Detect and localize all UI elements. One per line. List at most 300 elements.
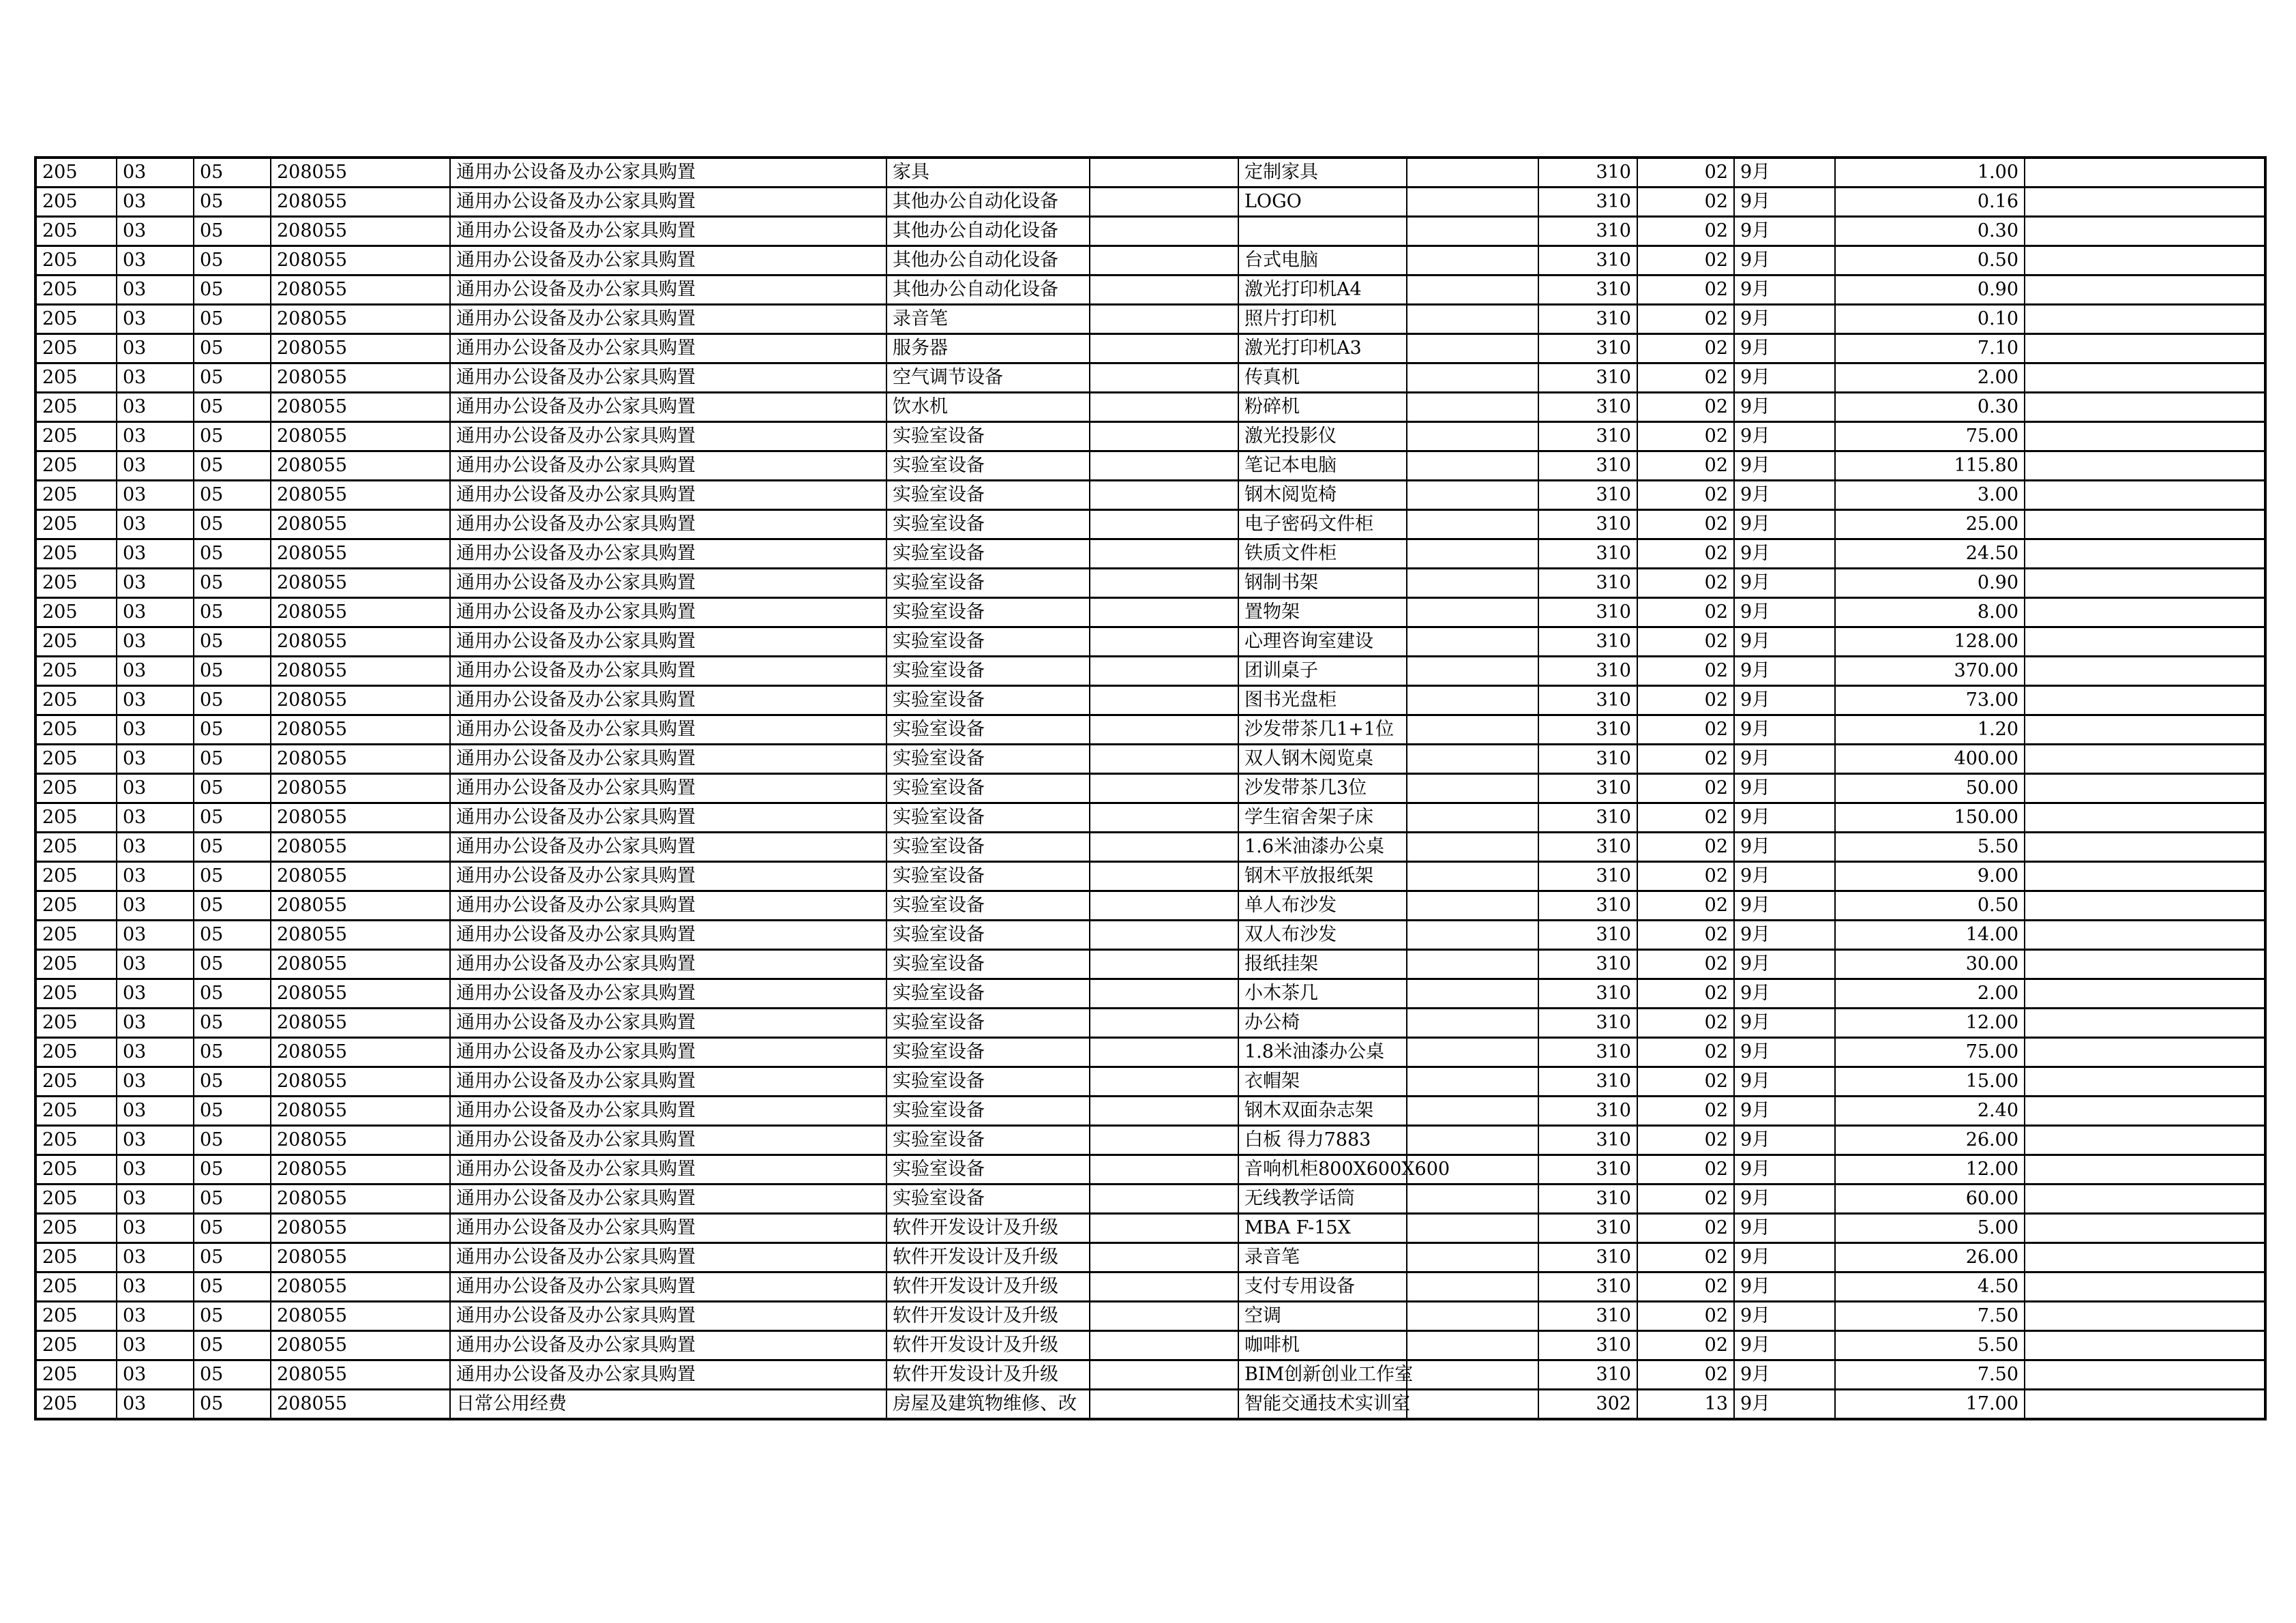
func-class-cell: 205 — [35, 862, 117, 891]
blank-cell — [1090, 217, 1238, 246]
project-name-cell: 通用办公设备及办公家具购置 — [450, 598, 886, 627]
func-section-cell: 03 — [117, 217, 194, 246]
blank-cell — [1407, 686, 1538, 715]
item-name-cell: 照片打印机 — [1238, 305, 1407, 334]
econ-class-cell: 310 — [1538, 305, 1637, 334]
item-name-cell: 音响机柜800X600X600 — [1238, 1155, 1407, 1185]
func-class-cell: 205 — [35, 334, 117, 363]
func-item-cell: 05 — [194, 1009, 271, 1038]
func-class-cell: 205 — [35, 833, 117, 862]
blank-cell — [1407, 950, 1538, 979]
econ-class-cell: 310 — [1538, 745, 1637, 774]
blank-cell — [2025, 334, 2265, 363]
blank-cell — [1407, 598, 1538, 627]
econ-item-cell: 02 — [1637, 217, 1734, 246]
table-row — [35, 1067, 2265, 1097]
econ-item-cell: 02 — [1637, 363, 1734, 393]
blank-cell — [1407, 363, 1538, 393]
func-item-cell: 05 — [194, 481, 271, 510]
unit-code-cell: 208055 — [271, 1390, 450, 1420]
econ-class-cell: 310 — [1538, 686, 1637, 715]
blank-cell — [1090, 715, 1238, 745]
func-item-cell: 05 — [194, 334, 271, 363]
blank-cell — [1090, 393, 1238, 422]
blank-cell — [1090, 1302, 1238, 1331]
category-cell: 软件开发设计及升级 — [886, 1214, 1090, 1243]
econ-item-cell: 02 — [1637, 1331, 1734, 1360]
func-section-cell: 03 — [117, 334, 194, 363]
amount-cell: 14.00 — [1835, 921, 2025, 950]
func-section-cell: 03 — [117, 188, 194, 217]
blank-cell — [1090, 1009, 1238, 1038]
item-name-cell: 衣帽架 — [1238, 1067, 1407, 1097]
econ-item-cell: 02 — [1637, 1155, 1734, 1185]
amount-cell: 9.00 — [1835, 862, 2025, 891]
amount-cell: 7.10 — [1835, 334, 2025, 363]
amount-cell: 60.00 — [1835, 1185, 2025, 1214]
blank-cell — [1407, 1097, 1538, 1126]
amount-cell: 2.00 — [1835, 979, 2025, 1009]
unit-code-cell: 208055 — [271, 422, 450, 451]
amount-cell: 0.10 — [1835, 305, 2025, 334]
month-cell: 9月 — [1734, 393, 1835, 422]
func-class-cell: 205 — [35, 803, 117, 833]
econ-class-cell: 310 — [1538, 363, 1637, 393]
month-cell: 9月 — [1734, 334, 1835, 363]
project-name-cell: 通用办公设备及办公家具购置 — [450, 1038, 886, 1067]
blank-cell — [2025, 979, 2265, 1009]
month-cell: 9月 — [1734, 158, 1835, 188]
func-item-cell: 05 — [194, 1038, 271, 1067]
blank-cell — [1090, 569, 1238, 598]
blank-cell — [1090, 188, 1238, 217]
project-name-cell: 日常公用经费 — [450, 1390, 886, 1420]
project-name-cell: 通用办公设备及办公家具购置 — [450, 950, 886, 979]
econ-item-cell: 02 — [1637, 1185, 1734, 1214]
blank-cell — [1090, 1331, 1238, 1360]
blank-cell — [1090, 1272, 1238, 1302]
econ-class-cell: 310 — [1538, 481, 1637, 510]
category-cell: 实验室设备 — [886, 686, 1090, 715]
func-section-cell: 03 — [117, 598, 194, 627]
item-name-cell: 钢木阅览椅 — [1238, 481, 1407, 510]
blank-cell — [2025, 715, 2265, 745]
table-row — [35, 158, 2265, 188]
blank-cell — [1407, 774, 1538, 803]
func-item-cell: 05 — [194, 1097, 271, 1126]
month-cell: 9月 — [1734, 745, 1835, 774]
func-section-cell: 03 — [117, 158, 194, 188]
unit-code-cell: 208055 — [271, 539, 450, 569]
econ-class-cell: 310 — [1538, 188, 1637, 217]
table-body — [35, 158, 2265, 1419]
unit-code-cell: 208055 — [271, 569, 450, 598]
item-name-cell: 粉碎机 — [1238, 393, 1407, 422]
category-cell: 实验室设备 — [886, 451, 1090, 481]
category-cell: 实验室设备 — [886, 1185, 1090, 1214]
blank-cell — [1090, 833, 1238, 862]
category-cell: 实验室设备 — [886, 481, 1090, 510]
func-item-cell: 05 — [194, 422, 271, 451]
table-row — [35, 686, 2265, 715]
blank-cell — [1090, 1390, 1238, 1420]
blank-cell — [1407, 158, 1538, 188]
unit-code-cell: 208055 — [271, 393, 450, 422]
blank-cell — [2025, 569, 2265, 598]
func-class-cell: 205 — [35, 745, 117, 774]
category-cell: 其他办公自动化设备 — [886, 246, 1090, 276]
func-section-cell: 03 — [117, 657, 194, 686]
unit-code-cell: 208055 — [271, 715, 450, 745]
amount-cell: 7.50 — [1835, 1302, 2025, 1331]
econ-item-cell: 02 — [1637, 891, 1734, 921]
econ-item-cell: 02 — [1637, 745, 1734, 774]
blank-cell — [1407, 1009, 1538, 1038]
blank-cell — [2025, 246, 2265, 276]
project-name-cell: 通用办公设备及办公家具购置 — [450, 1243, 886, 1272]
amount-cell: 5.00 — [1835, 1214, 2025, 1243]
func-class-cell: 205 — [35, 363, 117, 393]
month-cell: 9月 — [1734, 803, 1835, 833]
blank-cell — [2025, 921, 2265, 950]
item-name-cell: 沙发带茶几3位 — [1238, 774, 1407, 803]
category-cell: 实验室设备 — [886, 1126, 1090, 1155]
blank-cell — [1090, 686, 1238, 715]
blank-cell — [1407, 1067, 1538, 1097]
func-item-cell: 05 — [194, 158, 271, 188]
econ-class-cell: 310 — [1538, 451, 1637, 481]
func-item-cell: 05 — [194, 1214, 271, 1243]
amount-cell: 3.00 — [1835, 481, 2025, 510]
func-class-cell: 205 — [35, 158, 117, 188]
category-cell: 实验室设备 — [886, 627, 1090, 657]
project-name-cell: 通用办公设备及办公家具购置 — [450, 1360, 886, 1390]
month-cell: 9月 — [1734, 451, 1835, 481]
func-class-cell: 205 — [35, 627, 117, 657]
category-cell: 房屋及建筑物维修、改 — [886, 1390, 1090, 1420]
month-cell: 9月 — [1734, 1331, 1835, 1360]
unit-code-cell: 208055 — [271, 921, 450, 950]
item-name-cell: 1.6米油漆办公桌 — [1238, 833, 1407, 862]
func-class-cell: 205 — [35, 539, 117, 569]
func-section-cell: 03 — [117, 422, 194, 451]
blank-cell — [1090, 1155, 1238, 1185]
table-row — [35, 921, 2265, 950]
blank-cell — [1090, 1097, 1238, 1126]
econ-class-cell: 310 — [1538, 715, 1637, 745]
project-name-cell: 通用办公设备及办公家具购置 — [450, 921, 886, 950]
blank-cell — [1090, 1243, 1238, 1272]
month-cell: 9月 — [1734, 188, 1835, 217]
econ-item-cell: 02 — [1637, 510, 1734, 539]
amount-cell: 50.00 — [1835, 774, 2025, 803]
category-cell: 其他办公自动化设备 — [886, 217, 1090, 246]
func-section-cell: 03 — [117, 1214, 194, 1243]
econ-item-cell: 02 — [1637, 451, 1734, 481]
table-row — [35, 539, 2265, 569]
blank-cell — [1407, 539, 1538, 569]
func-item-cell: 05 — [194, 569, 271, 598]
month-cell: 9月 — [1734, 921, 1835, 950]
project-name-cell: 通用办公设备及办公家具购置 — [450, 1126, 886, 1155]
table-row — [35, 1390, 2265, 1420]
blank-cell — [1090, 745, 1238, 774]
month-cell: 9月 — [1734, 1360, 1835, 1390]
unit-code-cell: 208055 — [271, 246, 450, 276]
econ-item-cell: 02 — [1637, 158, 1734, 188]
item-name-cell: 1.8米油漆办公桌 — [1238, 1038, 1407, 1067]
blank-cell — [1090, 451, 1238, 481]
func-section-cell: 03 — [117, 1185, 194, 1214]
func-class-cell: 205 — [35, 217, 117, 246]
table-row — [35, 422, 2265, 451]
blank-cell — [1407, 1243, 1538, 1272]
item-name-cell: 双人钢木阅览桌 — [1238, 745, 1407, 774]
econ-item-cell: 13 — [1637, 1390, 1734, 1420]
blank-cell — [1090, 803, 1238, 833]
func-class-cell: 205 — [35, 1390, 117, 1420]
blank-cell — [2025, 833, 2265, 862]
item-name-cell: 图书光盘柜 — [1238, 686, 1407, 715]
amount-cell: 0.16 — [1835, 188, 2025, 217]
econ-class-cell: 310 — [1538, 891, 1637, 921]
blank-cell — [2025, 1272, 2265, 1302]
blank-cell — [1407, 305, 1538, 334]
econ-class-cell: 310 — [1538, 1302, 1637, 1331]
blank-cell — [1407, 1185, 1538, 1214]
blank-cell — [1090, 598, 1238, 627]
month-cell: 9月 — [1734, 510, 1835, 539]
func-item-cell: 05 — [194, 715, 271, 745]
category-cell: 实验室设备 — [886, 891, 1090, 921]
econ-item-cell: 02 — [1637, 686, 1734, 715]
project-name-cell: 通用办公设备及办公家具购置 — [450, 276, 886, 305]
amount-cell: 17.00 — [1835, 1390, 2025, 1420]
func-item-cell: 05 — [194, 393, 271, 422]
econ-class-cell: 310 — [1538, 774, 1637, 803]
econ-item-cell: 02 — [1637, 276, 1734, 305]
econ-class-cell: 310 — [1538, 393, 1637, 422]
blank-cell — [1407, 891, 1538, 921]
blank-cell — [2025, 158, 2265, 188]
func-section-cell: 03 — [117, 774, 194, 803]
blank-cell — [1090, 510, 1238, 539]
unit-code-cell: 208055 — [271, 451, 450, 481]
item-name-cell: 沙发带茶几1+1位 — [1238, 715, 1407, 745]
blank-cell — [1407, 481, 1538, 510]
func-item-cell: 05 — [194, 1155, 271, 1185]
func-section-cell: 03 — [117, 305, 194, 334]
unit-code-cell: 208055 — [271, 1243, 450, 1272]
project-name-cell: 通用办公设备及办公家具购置 — [450, 217, 886, 246]
amount-cell: 0.50 — [1835, 891, 2025, 921]
amount-cell: 0.30 — [1835, 393, 2025, 422]
blank-cell — [1407, 833, 1538, 862]
category-cell: 软件开发设计及升级 — [886, 1302, 1090, 1331]
blank-cell — [1407, 1331, 1538, 1360]
econ-item-cell: 02 — [1637, 1038, 1734, 1067]
blank-cell — [1407, 334, 1538, 363]
func-item-cell: 05 — [194, 745, 271, 774]
table-row — [35, 715, 2265, 745]
item-name-cell: 智能交通技术实训室 — [1238, 1390, 1407, 1420]
func-item-cell: 05 — [194, 1272, 271, 1302]
unit-code-cell: 208055 — [271, 657, 450, 686]
econ-item-cell: 02 — [1637, 539, 1734, 569]
blank-cell — [2025, 1302, 2265, 1331]
func-item-cell: 05 — [194, 657, 271, 686]
unit-code-cell: 208055 — [271, 1009, 450, 1038]
econ-class-cell: 310 — [1538, 1155, 1637, 1185]
func-section-cell: 03 — [117, 921, 194, 950]
func-section-cell: 03 — [117, 1272, 194, 1302]
blank-cell — [2025, 745, 2265, 774]
blank-cell — [1090, 1067, 1238, 1097]
project-name-cell: 通用办公设备及办公家具购置 — [450, 334, 886, 363]
month-cell: 9月 — [1734, 1243, 1835, 1272]
blank-cell — [1090, 1126, 1238, 1155]
func-item-cell: 05 — [194, 1360, 271, 1390]
econ-item-cell: 02 — [1637, 1009, 1734, 1038]
func-section-cell: 03 — [117, 1331, 194, 1360]
amount-cell: 400.00 — [1835, 745, 2025, 774]
item-name-cell: 无线教学话筒 — [1238, 1185, 1407, 1214]
amount-cell: 24.50 — [1835, 539, 2025, 569]
category-cell: 软件开发设计及升级 — [886, 1331, 1090, 1360]
unit-code-cell: 208055 — [271, 1126, 450, 1155]
econ-item-cell: 02 — [1637, 1067, 1734, 1097]
month-cell: 9月 — [1734, 1126, 1835, 1155]
econ-item-cell: 02 — [1637, 393, 1734, 422]
econ-class-cell: 310 — [1538, 921, 1637, 950]
category-cell: 实验室设备 — [886, 510, 1090, 539]
econ-class-cell: 310 — [1538, 422, 1637, 451]
func-item-cell: 05 — [194, 1067, 271, 1097]
blank-cell — [2025, 1185, 2265, 1214]
blank-cell — [1090, 422, 1238, 451]
econ-item-cell: 02 — [1637, 803, 1734, 833]
blank-cell — [2025, 1126, 2265, 1155]
func-class-cell: 205 — [35, 1155, 117, 1185]
table-row — [35, 803, 2265, 833]
econ-item-cell: 02 — [1637, 1302, 1734, 1331]
blank-cell — [1407, 1360, 1538, 1390]
func-item-cell: 05 — [194, 803, 271, 833]
amount-cell: 115.80 — [1835, 451, 2025, 481]
amount-cell: 5.50 — [1835, 1331, 2025, 1360]
category-cell: 家具 — [886, 158, 1090, 188]
blank-cell — [1407, 188, 1538, 217]
table-row — [35, 393, 2265, 422]
category-cell: 服务器 — [886, 334, 1090, 363]
blank-cell — [2025, 1155, 2265, 1185]
month-cell: 9月 — [1734, 1272, 1835, 1302]
blank-cell — [1407, 246, 1538, 276]
category-cell: 实验室设备 — [886, 598, 1090, 627]
table-row — [35, 1360, 2265, 1390]
item-name-cell: MBA F-15X — [1238, 1214, 1407, 1243]
amount-cell: 25.00 — [1835, 510, 2025, 539]
blank-cell — [2025, 1038, 2265, 1067]
blank-cell — [1090, 862, 1238, 891]
func-class-cell: 205 — [35, 1097, 117, 1126]
econ-item-cell: 02 — [1637, 1097, 1734, 1126]
econ-class-cell: 310 — [1538, 1097, 1637, 1126]
func-section-cell: 03 — [117, 1390, 194, 1420]
blank-cell — [1407, 1302, 1538, 1331]
table-row — [35, 481, 2265, 510]
econ-item-cell: 02 — [1637, 1126, 1734, 1155]
blank-cell — [1407, 862, 1538, 891]
category-cell: 实验室设备 — [886, 745, 1090, 774]
table-row — [35, 334, 2265, 363]
blank-cell — [1407, 979, 1538, 1009]
item-name-cell: 小木茶几 — [1238, 979, 1407, 1009]
amount-cell: 73.00 — [1835, 686, 2025, 715]
func-item-cell: 05 — [194, 1390, 271, 1420]
blank-cell — [1407, 217, 1538, 246]
category-cell: 实验室设备 — [886, 1038, 1090, 1067]
func-class-cell: 205 — [35, 451, 117, 481]
blank-cell — [1407, 921, 1538, 950]
func-section-cell: 03 — [117, 979, 194, 1009]
category-cell: 其他办公自动化设备 — [886, 188, 1090, 217]
blank-cell — [2025, 891, 2265, 921]
func-item-cell: 05 — [194, 598, 271, 627]
category-cell: 实验室设备 — [886, 833, 1090, 862]
project-name-cell: 通用办公设备及办公家具购置 — [450, 158, 886, 188]
amount-cell: 75.00 — [1835, 1038, 2025, 1067]
econ-item-cell: 02 — [1637, 833, 1734, 862]
amount-cell: 1.00 — [1835, 158, 2025, 188]
econ-class-cell: 310 — [1538, 276, 1637, 305]
econ-class-cell: 310 — [1538, 1009, 1637, 1038]
category-cell: 软件开发设计及升级 — [886, 1360, 1090, 1390]
econ-item-cell: 02 — [1637, 657, 1734, 686]
blank-cell — [2025, 1097, 2265, 1126]
item-name-cell: 心理咨询室建设 — [1238, 627, 1407, 657]
unit-code-cell: 208055 — [271, 862, 450, 891]
blank-cell — [1090, 481, 1238, 510]
econ-item-cell: 02 — [1637, 921, 1734, 950]
month-cell: 9月 — [1734, 686, 1835, 715]
unit-code-cell: 208055 — [271, 891, 450, 921]
econ-class-cell: 310 — [1538, 1185, 1637, 1214]
month-cell: 9月 — [1734, 1009, 1835, 1038]
amount-cell: 12.00 — [1835, 1009, 2025, 1038]
table-row — [35, 979, 2265, 1009]
table-row — [35, 1038, 2265, 1067]
func-section-cell: 03 — [117, 1038, 194, 1067]
func-item-cell: 05 — [194, 833, 271, 862]
item-name-cell: 团训桌子 — [1238, 657, 1407, 686]
blank-cell — [2025, 1390, 2265, 1420]
blank-cell — [2025, 1067, 2265, 1097]
unit-code-cell: 208055 — [271, 979, 450, 1009]
table-row — [35, 276, 2265, 305]
func-class-cell: 205 — [35, 1038, 117, 1067]
amount-cell: 8.00 — [1835, 598, 2025, 627]
func-item-cell: 05 — [194, 363, 271, 393]
category-cell: 其他办公自动化设备 — [886, 276, 1090, 305]
month-cell: 9月 — [1734, 833, 1835, 862]
amount-cell: 0.90 — [1835, 276, 2025, 305]
blank-cell — [1407, 1126, 1538, 1155]
table-row — [35, 1126, 2265, 1155]
econ-class-cell: 310 — [1538, 1360, 1637, 1390]
month-cell: 9月 — [1734, 363, 1835, 393]
func-class-cell: 205 — [35, 657, 117, 686]
